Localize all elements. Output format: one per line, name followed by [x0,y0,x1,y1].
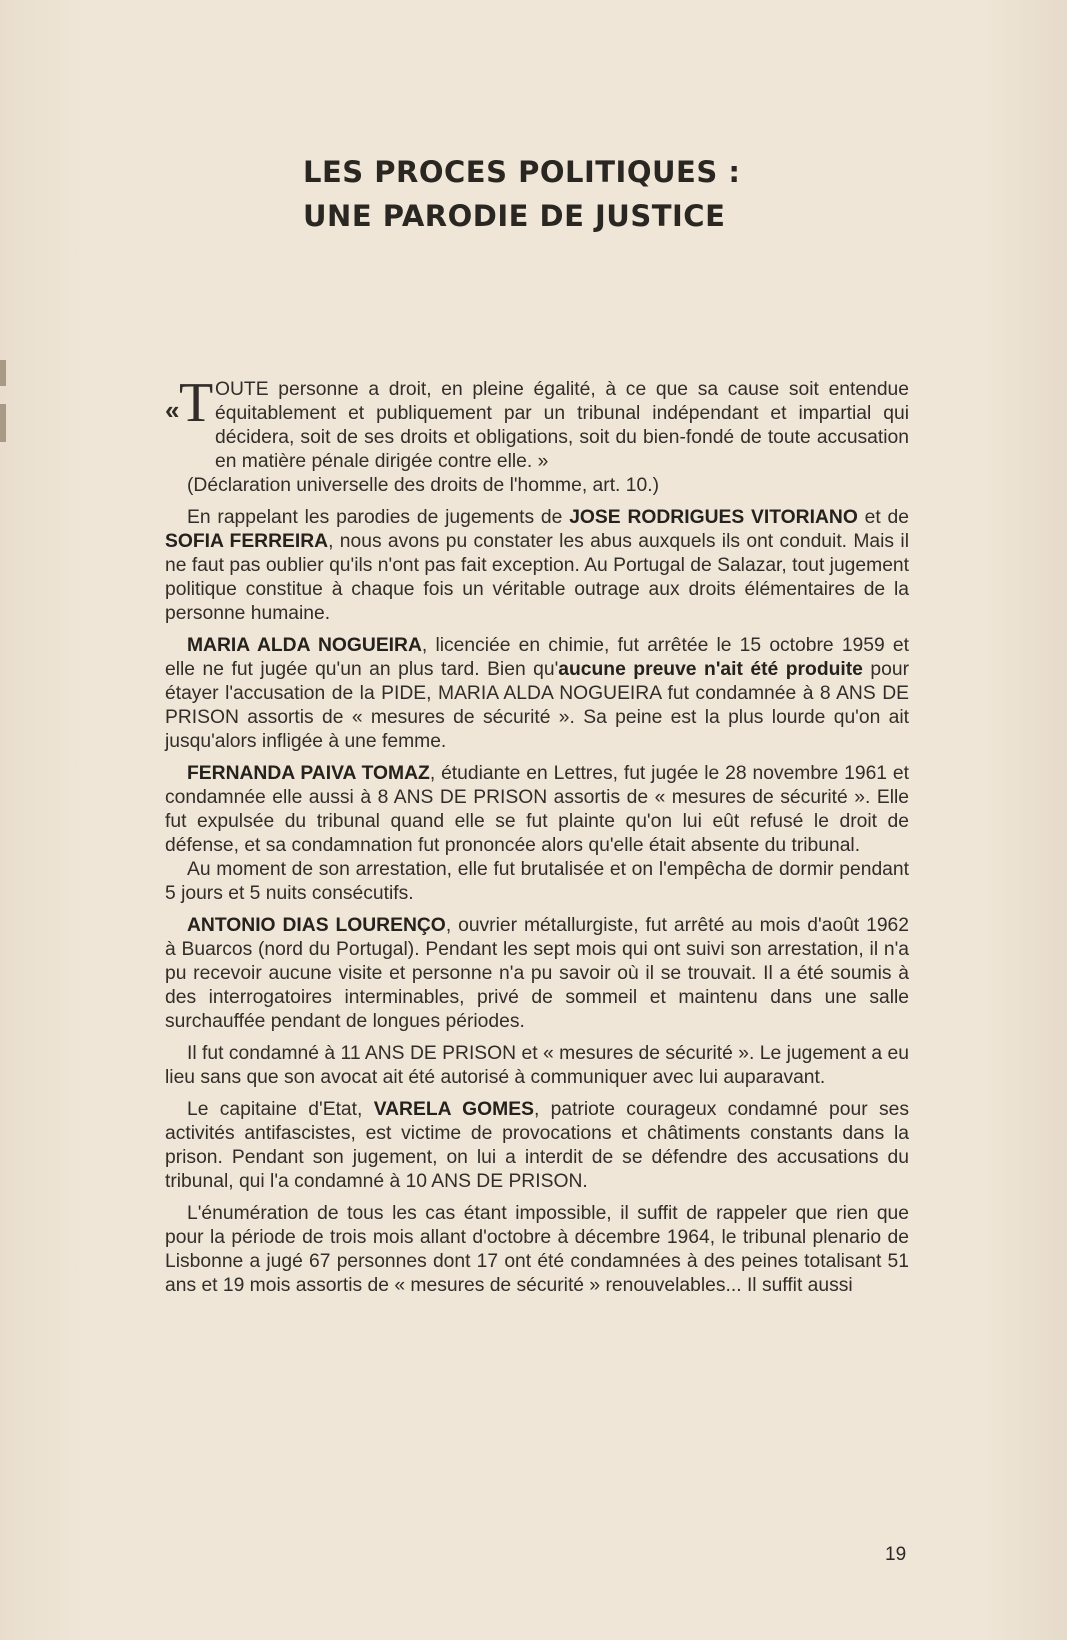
paragraph-tomaz [165,762,909,858]
drop-cap: T [179,372,214,434]
text-run: , licenciée en chimie, fut arrêtée le 15 octobre 1959 et elle ne fut jugée qu'un an plus tard. Bien qu' [165,635,909,680]
person-name: FERNANDA PAIVA TOMAZ [187,763,430,784]
opening-quote [165,372,909,474]
person-name: SOFIA FERREIRA [165,531,329,552]
article-body [165,372,909,1298]
person-name: MARIA ALDA NOGUEIRA [187,635,422,656]
page-number: 19 [885,1544,907,1565]
title-line-1: LES PROCES POLITIQUES : [303,155,741,189]
opening-quote-text: OUTE personne a droit, en pleine égalité, à ce que sa cause soit entendue équitablement et publiquement par un tribunal indépendant et impartial qui décidera, soit de ses droits et obligations, soit du bien-fondé de toute accusation en matière pénale dirigée contre elle. » [215,379,909,472]
title-line-2: UNE PARODIE DE JUSTICE [303,199,726,233]
article-title [303,150,863,238]
paragraph-lourenco-sentence: Il fut condamné à 11 ANS DE PRISON et « mesures de sécurité ». Le jugement a eu lieu sans que son avocat ait été autorisé à communiquer avec lui auparavant. [165,1043,909,1088]
paragraph-lourenco [165,914,909,1034]
text-run: , étudiante en Lettres, fut jugée le 28 novembre 1961 et condamnée elle aussi à 8 ANS DE PRISON assortis de « mesures de sécurité ». Elle fut expulsée du tribunal quand elle se fut plainte qu'on lui eût refusé le droit de défense, et sa condamnation fut prononcée alors qu'elle était absente du tribunal. [165,763,909,856]
text-run: En rappelant les parodies de jugements de [187,507,570,528]
text-run: , patriote courageux condamné pour ses activités antifascistes, est victime de provocations et châtiments constants dans la prison. Pendant son jugement, on lui a interdit de se défendre des accusations du tribunal, qui l'a condamné à 10 ANS DE PRISON. [165,1099,909,1192]
text-run: Le capitaine d'Etat, [187,1099,374,1120]
person-name: ANTONIO DIAS LOURENÇO [187,915,446,936]
paragraph-tomaz-arrest: Au moment de son arrestation, elle fut brutalisée et on l'empêcha de dormir pendant 5 jours et 5 nuits consécutifs. [165,859,909,904]
person-name: VARELA GOMES [373,1099,534,1120]
text-run: pour étayer l'accusation de la PIDE, MARIA ALDA NOGUEIRA fut condamnée à 8 ANS DE PRISON assortis de « mesures de sécurité ». Sa peine est la plus lourde qu'on ait jusqu'alors infligée à une femme. [165,659,909,752]
paragraph-nogueira [165,634,909,754]
person-name: JOSE RODRIGUES VITORIANO [569,507,858,528]
paragraph-gomes [165,1098,909,1194]
scan-edge-mark [0,360,6,386]
paragraph-summary: L'énumération de tous les cas étant impossible, il suffit de rappeler que rien que pour la période de trois mois allant d'octobre à décembre 1964, le tribunal plenario de Lisbonne a jugé 67 personnes dont 17 ont été condamnées à des peines totalisant 51 ans et 19 mois assortis de « mesures de sécurité » renouvelables... Il suffit aussi [165,1203,909,1296]
opening-guillemet: « [165,395,180,425]
quote-source: (Déclaration universelle des droits de l'homme, art. 10.) [187,475,659,496]
paragraph-intro [165,506,909,626]
text-run: , nous avons pu constater les abus auxquels ils ont conduit. Mais il ne faut pas oublier qu'ils n'ont pas fait exception. Au Portugal de Salazar, tout jugement politique constitue à chaque fois un véritable outrage aux droits élémentaires de la personne humaine. [165,531,909,624]
emphasis-text: aucune preuve n'ait été produite [558,659,863,680]
text-run: , ouvrier métallurgiste, fut arrêté au mois d'août 1962 à Buarcos (nord du Portugal). Pendant les sept mois qui ont suivi son arrestation, il n'a pu recevoir aucune visite et personne n'a pu savoir où il se trouvait. Il a été soumis à des interrogatoires interminables, privé de sommeil et maintenu dans une salle surchauffée pendant de longues périodes. [165,915,909,1032]
text-run: et de [857,507,909,528]
scan-edge-mark [0,404,6,442]
